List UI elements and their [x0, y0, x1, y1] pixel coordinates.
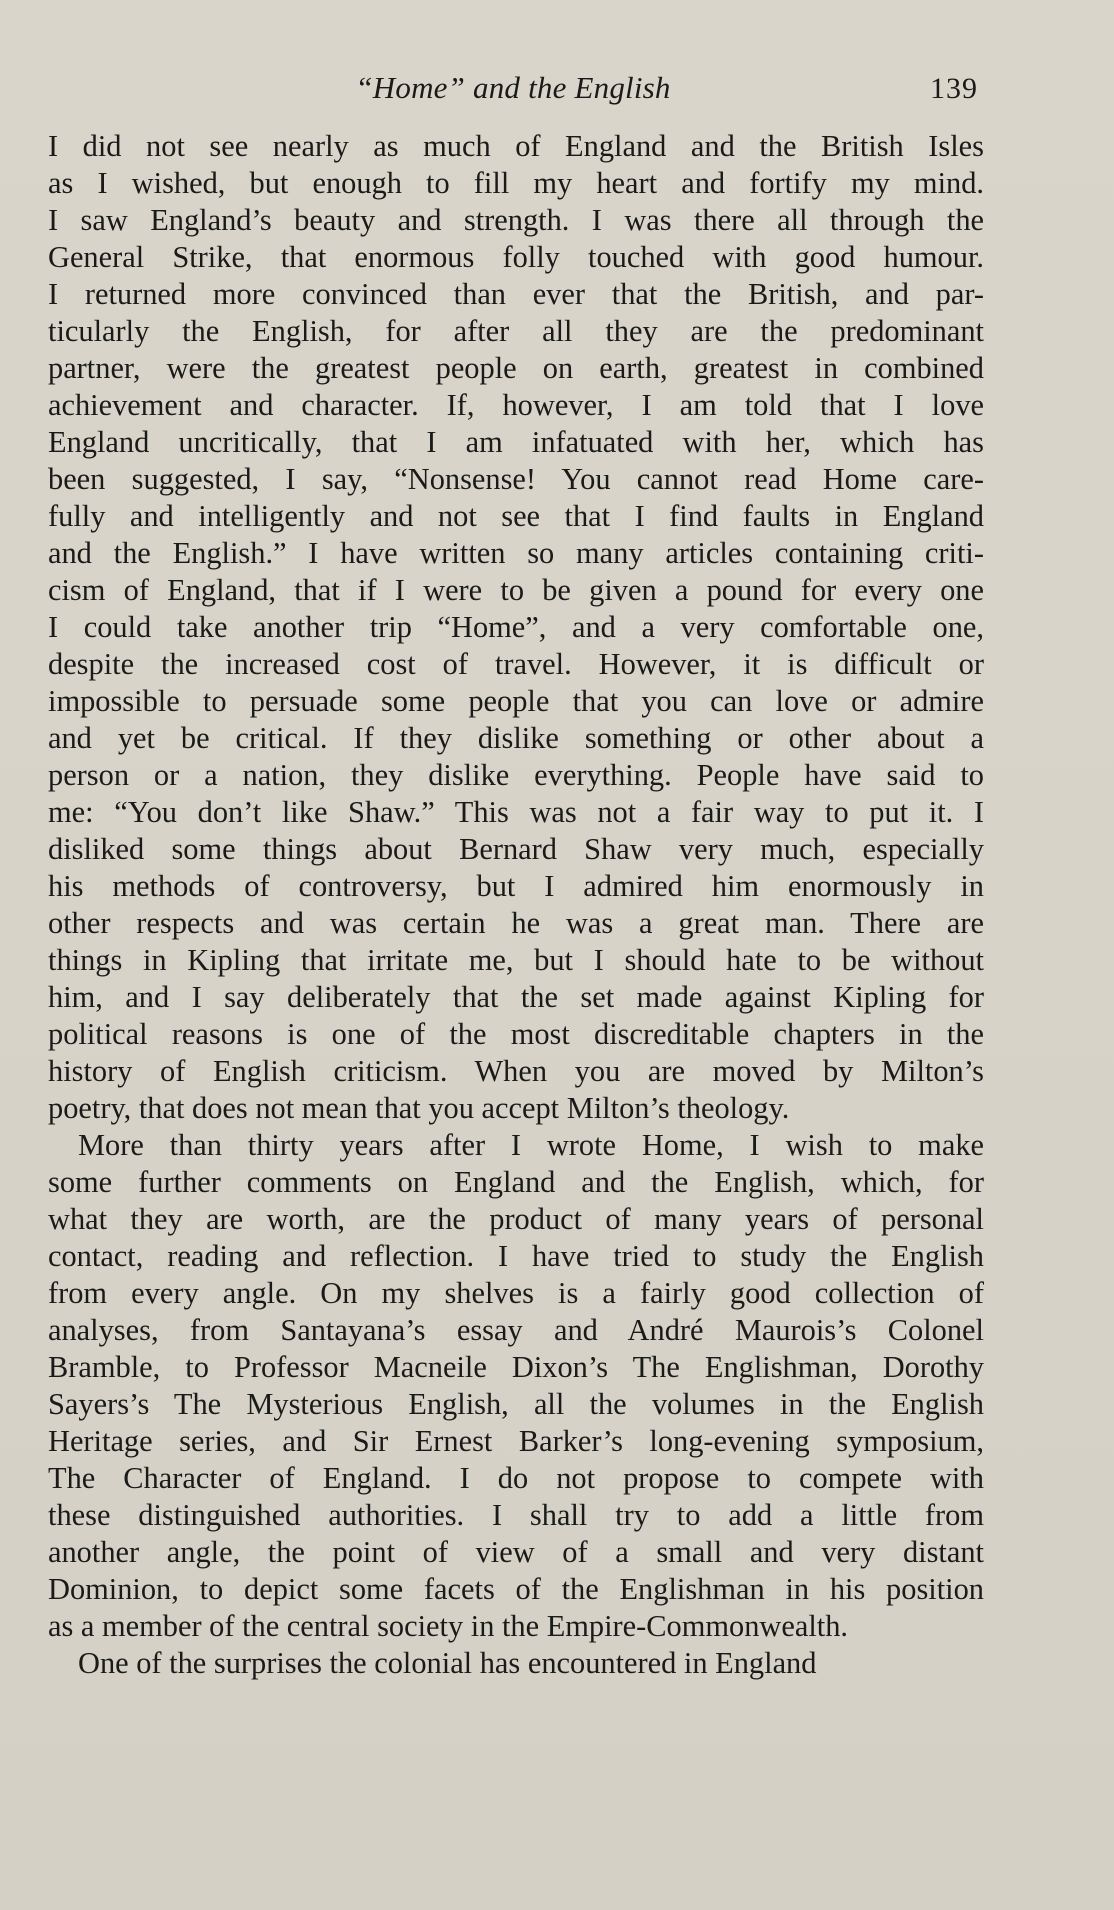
text-line: from every angle. On my shelves is a fairly good collection of: [48, 1276, 984, 1310]
text-line: person or a nation, they dislike everything. People have said to: [48, 758, 984, 792]
text-line: contact, reading and reflection. I have tried to study the English: [48, 1239, 984, 1273]
text-line: Sayers’s The Mysterious English, all the volumes in the English: [48, 1387, 984, 1421]
text-line: partner, were the greatest people on earth, greatest in combined: [48, 351, 984, 385]
paragraph-3: [48, 1645, 984, 1682]
page-header: [48, 70, 978, 110]
text-line: ticularly the English, for after all they are the predominant: [48, 314, 984, 348]
text-line: some further comments on England and the English, which, for: [48, 1165, 984, 1199]
text-line: as I wished, but enough to fill my heart and fortify my mind.: [48, 166, 984, 200]
text-line: as a member of the central society in the Empire-Commonwealth.: [48, 1609, 849, 1643]
text-line: analyses, from Santayana’s essay and André Maurois’s Colonel: [48, 1313, 984, 1347]
text-line: achievement and character. If, however, I am told that I love: [48, 388, 984, 422]
text-line: him, and I say deliberately that the set made against Kipling for: [48, 980, 984, 1014]
text-line: Heritage series, and Sir Ernest Barker’s long-evening symposium,: [48, 1424, 984, 1458]
text-line: things in Kipling that irritate me, but I should hate to be without: [48, 943, 984, 977]
text-line: fully and intelligently and not see that I find faults in England: [48, 499, 984, 533]
paragraph-1: [48, 128, 984, 1127]
text-line: More than thirty years after I wrote Home, I wish to make: [78, 1128, 984, 1162]
paragraph-2: [48, 1127, 984, 1645]
text-line: and the English.” I have written so many articles containing criti-: [48, 536, 984, 570]
text-line: cism of England, that if I were to be given a pound for every one: [48, 573, 984, 607]
text-line: Bramble, to Professor Macneile Dixon’s The Englishman, Dorothy: [48, 1350, 984, 1384]
page-number: 139: [930, 72, 978, 105]
text-line: The Character of England. I do not propose to compete with: [48, 1461, 984, 1495]
text-line: impossible to persuade some people that you can love or admire: [48, 684, 984, 718]
body-text: [48, 128, 984, 1682]
text-line: these distinguished authorities. I shall try to add a little from: [48, 1498, 984, 1532]
text-line: disliked some things about Bernard Shaw very much, especially: [48, 832, 984, 866]
text-line: and yet be critical. If they dislike something or other about a: [48, 721, 984, 755]
text-line: I could take another trip “Home”, and a very comfortable one,: [48, 610, 984, 644]
text-line: me: “You don’t like Shaw.” This was not a fair way to put it. I: [48, 795, 984, 829]
text-line: Dominion, to depict some facets of the Englishman in his position: [48, 1572, 984, 1606]
text-line: One of the surprises the colonial has encountered in England: [78, 1646, 817, 1680]
text-line: poetry, that does not mean that you accept Milton’s theology.: [48, 1091, 790, 1125]
text-line: another angle, the point of view of a small and very distant: [48, 1535, 984, 1569]
text-line: what they are worth, are the product of many years of personal: [48, 1202, 984, 1236]
text-line: his methods of controversy, but I admired him enormously in: [48, 869, 984, 903]
text-line: General Strike, that enormous folly touched with good humour.: [48, 240, 984, 274]
text-line: history of English criticism. When you are moved by Milton’s: [48, 1054, 984, 1088]
text-line: political reasons is one of the most discreditable chapters in the: [48, 1017, 984, 1051]
text-line: been suggested, I say, “Nonsense! You cannot read Home care-: [48, 462, 984, 496]
text-line: I saw England’s beauty and strength. I was there all through the: [48, 203, 984, 237]
text-line: England uncritically, that I am infatuated with her, which has: [48, 425, 984, 459]
text-line: I returned more convinced than ever that the British, and par-: [48, 277, 984, 311]
text-line: despite the increased cost of travel. However, it is difficult or: [48, 647, 984, 681]
text-line: I did not see nearly as much of England and the British Isles: [48, 129, 984, 163]
running-title: “Home” and the English: [355, 70, 671, 105]
text-line: other respects and was certain he was a great man. There are: [48, 906, 984, 940]
